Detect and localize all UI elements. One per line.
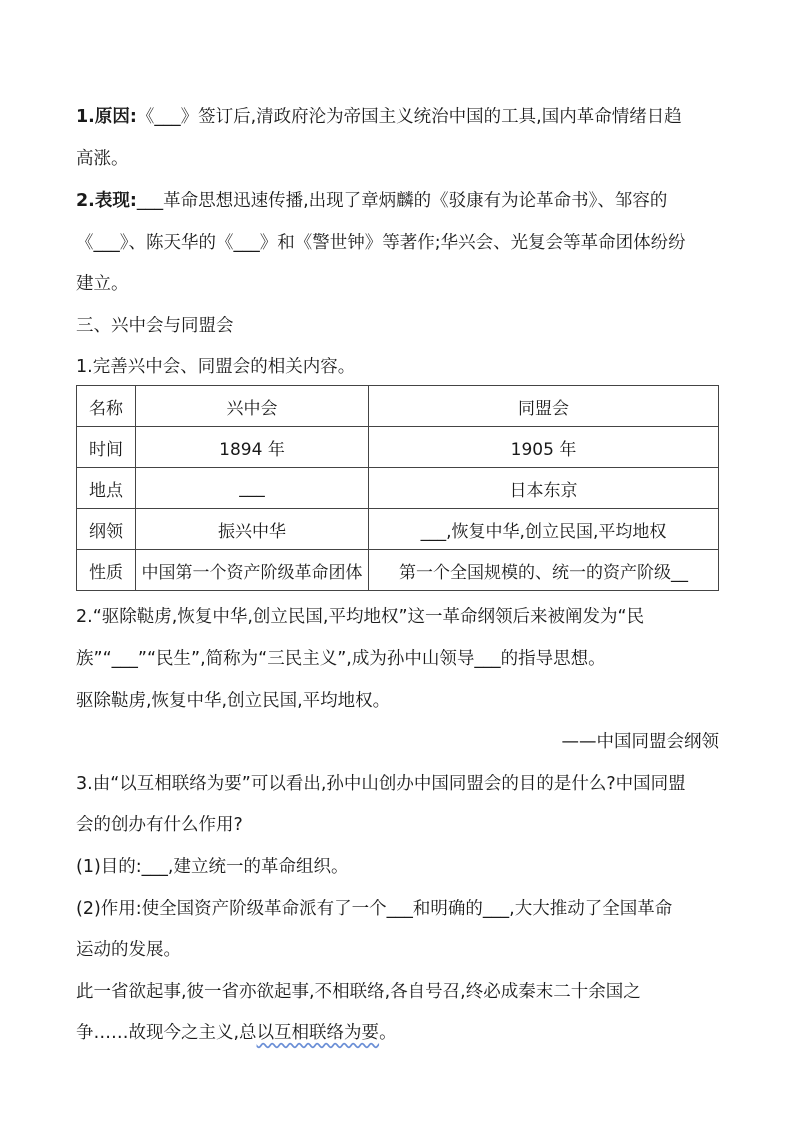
s1-label: 原因: [94, 107, 137, 127]
tongmenghui-cell: 日本东京 [369, 468, 719, 509]
row-label: 时间 [77, 427, 136, 468]
s2-line-1 [76, 190, 736, 212]
table-header-row [77, 386, 719, 427]
q3-purpose: (1)目的:___,建立统一的革命组织。 [76, 857, 349, 877]
s2-text-1: ___革命思想迅速传播,出现了章炳麟的《驳康有为论革命书》、邹容的 [136, 191, 668, 211]
s2-line-3: 建立。 [76, 274, 129, 294]
s2-label: 表现: [94, 191, 137, 211]
table-row [77, 468, 719, 509]
q3-quote-line-1: 此一省欲起事,彼一省亦欲起事,不相联络,各自号召,终必成秦末二十余国之 [76, 982, 641, 1002]
s2-line-2: 《___》、陈天华的《___》和《警世钟》等著作;华兴会、光复会等革命团体纷纷 [76, 233, 686, 253]
quote-text: 争……故现今之主义,总 [76, 1023, 257, 1043]
q3-quote-line-2 [76, 1022, 736, 1044]
table-row [77, 550, 719, 591]
comparison-table [76, 385, 719, 591]
tongmenghui-cell: 1905 年 [369, 427, 719, 468]
q3-effect-line-2: 运动的发展。 [76, 940, 181, 960]
s2-number: 2. [76, 191, 95, 211]
xingzhonghui-cell: 1894 年 [136, 427, 369, 468]
tongmenghui-cell: 第一个全国规模的、统一的资产阶级__ [369, 550, 719, 591]
q2-quote-source: ——中国同盟会纲领 [561, 732, 719, 752]
s1-number: 1. [76, 107, 95, 127]
s1-line-2: 高涨。 [76, 149, 129, 169]
table-row [77, 427, 719, 468]
quote-end: 。 [379, 1023, 397, 1043]
table-header-cell: 同盟会 [369, 386, 719, 427]
wavy-underlined-phrase: 以互相联络为要 [256, 1023, 380, 1043]
q2-quote: 驱除鞑虏,恢复中华,创立民国,平均地权。 [76, 691, 391, 711]
row-label: 纲领 [77, 509, 136, 550]
s1-text: 《___》签订后,清政府沦为帝国主义统治中国的工具,国内革命情绪日趋 [136, 107, 682, 127]
q1-title: 1.完善兴中会、同盟会的相关内容。 [76, 357, 356, 377]
q3-effect-line-1: (2)作用:使全国资产阶级革命派有了一个___和明确的___,大大推动了全国革命 [76, 899, 673, 919]
q3-line-1: 3.由“以互相联络为要”可以看出,孙中山创办中国同盟会的目的是什么?中国同盟 [76, 774, 686, 794]
table-row [77, 509, 719, 550]
table-header-cell: 名称 [77, 386, 136, 427]
xingzhonghui-cell: 振兴中华 [136, 509, 369, 550]
row-label: 性质 [77, 550, 136, 591]
q3-line-2: 会的创办有什么作用? [76, 815, 243, 835]
s1-line-1 [76, 106, 736, 128]
tongmenghui-cell: ___,恢复中华,创立民国,平均地权 [369, 509, 719, 550]
table-header-cell: 兴中会 [136, 386, 369, 427]
xingzhonghui-cell: 中国第一个资产阶级革命团体 [136, 550, 369, 591]
xingzhonghui-cell: ___ [136, 468, 369, 509]
row-label: 地点 [77, 468, 136, 509]
q2-line-2: 族”“___”“民生”,简称为“三民主义”,成为孙中山领导___的指导思想。 [76, 649, 606, 669]
section-3-title: 三、兴中会与同盟会 [76, 316, 234, 336]
q2-line-1: 2.“驱除鞑虏,恢复中华,创立民国,平均地权”这一革命纲领后来被阐发为“民 [76, 607, 645, 627]
